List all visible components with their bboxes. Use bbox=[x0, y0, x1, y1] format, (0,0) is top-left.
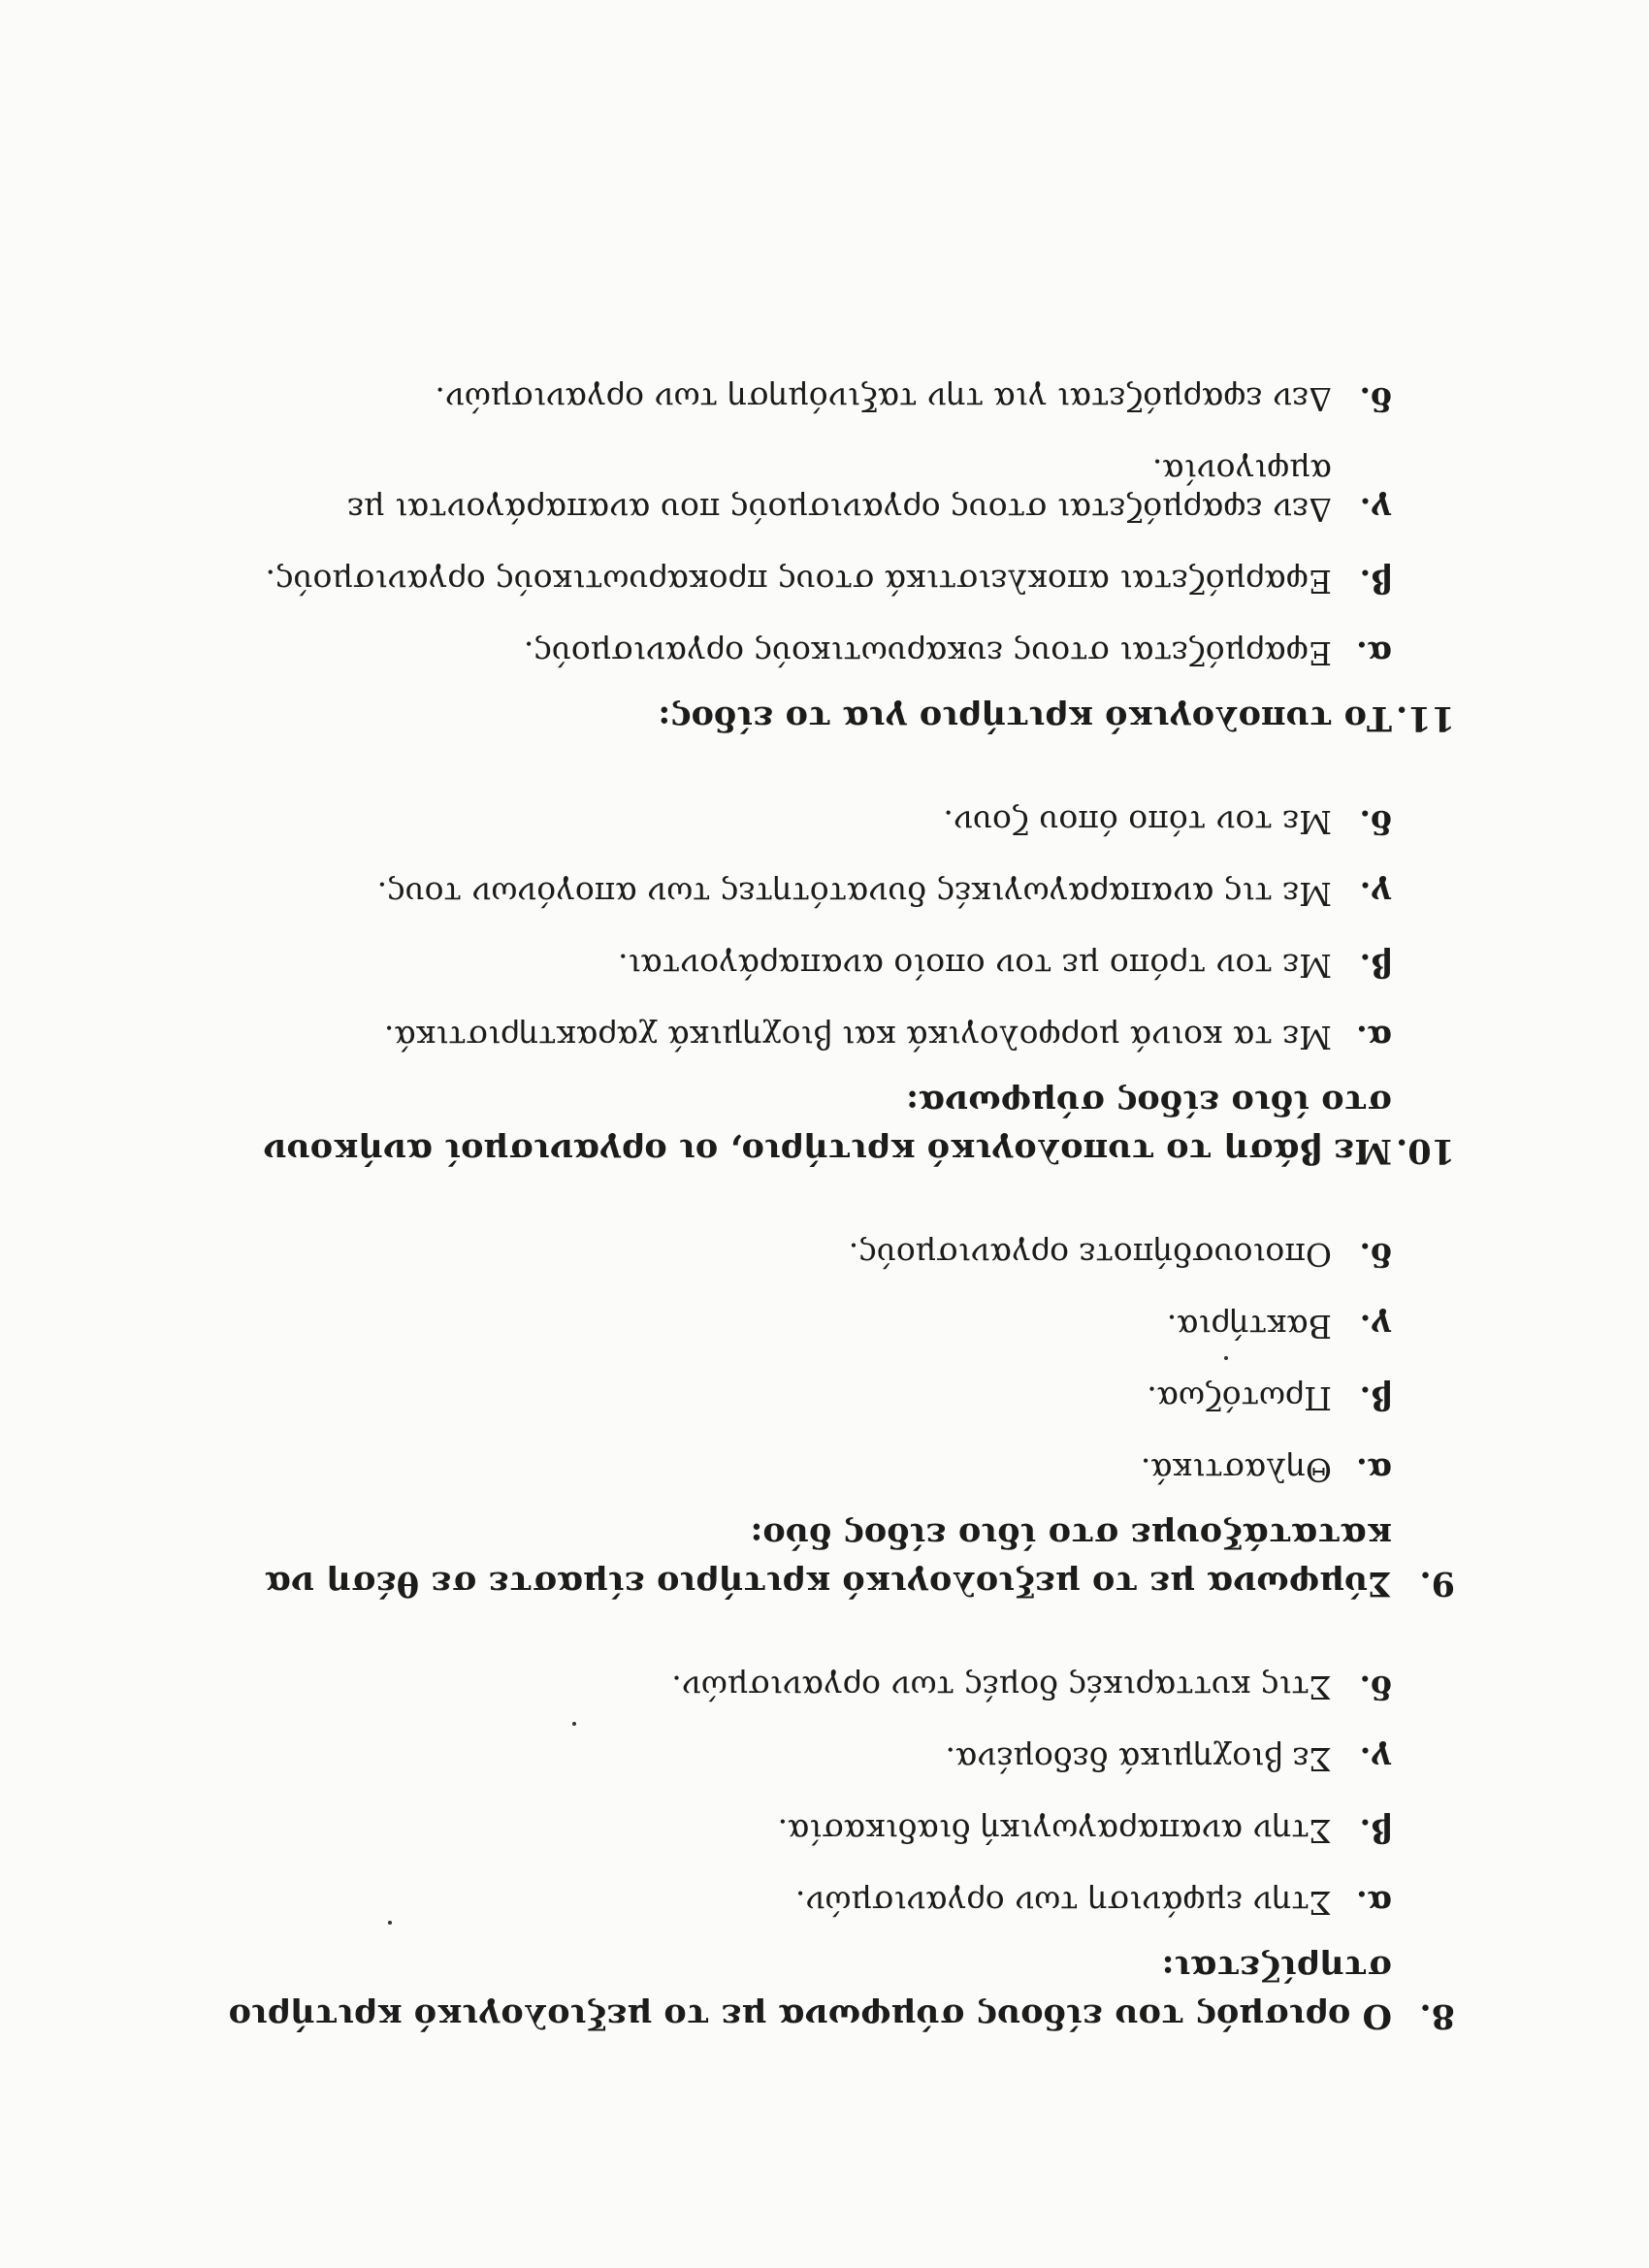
option-c bbox=[213, 451, 1392, 529]
option-a bbox=[213, 633, 1392, 672]
option-letter: β. bbox=[1359, 947, 1392, 985]
question-text: Με βάση το τυπολογικό κριτήριο, οι οργανισμοί ανήκουν στο ίδιο είδος σύμφωνα: bbox=[263, 1083, 1392, 1171]
option-letter: γ. bbox=[1359, 1308, 1392, 1345]
option-text: Στην αναπαραγωγική διαδικασία. bbox=[777, 1812, 1332, 1850]
scan-speck bbox=[1224, 1356, 1228, 1360]
option-d bbox=[213, 1668, 1392, 1706]
option-text: Στις κυτταρικές δομές των οργανισμών. bbox=[671, 1669, 1332, 1706]
question-text: Σύμφωνα με το μεξιολογικό κριτήριο είμαστε σε θέση να κατατάξουμε στο ίδιο είδος δύο: bbox=[264, 1515, 1392, 1604]
option-letter: β. bbox=[1359, 1812, 1392, 1850]
option-text: Με τον τόπο όπου ζουν. bbox=[943, 803, 1332, 841]
question-11-options bbox=[213, 379, 1455, 672]
question-8-options bbox=[213, 1668, 1455, 1922]
option-letter: δ. bbox=[1359, 1669, 1392, 1706]
option-b bbox=[213, 946, 1392, 985]
option-letter: δ. bbox=[1359, 1236, 1392, 1274]
option-c bbox=[213, 1739, 1392, 1778]
question-number: 10. bbox=[1396, 1131, 1455, 1171]
question-list bbox=[213, 346, 1455, 2040]
option-d bbox=[213, 1235, 1392, 1274]
option-b bbox=[213, 1811, 1392, 1850]
option-text: Εφαρμόζεται αποκλειστικά στους προκαρυωτικούς οργανισμούς. bbox=[265, 563, 1332, 600]
option-letter: β. bbox=[1359, 563, 1392, 600]
question-8 bbox=[213, 1668, 1455, 2040]
option-text: Οποιουσδήποτε οργανισμούς. bbox=[848, 1236, 1332, 1274]
option-letter: δ. bbox=[1359, 380, 1392, 418]
option-letter: δ. bbox=[1359, 803, 1392, 841]
option-b bbox=[213, 1378, 1392, 1417]
option-letter: α. bbox=[1356, 634, 1392, 672]
option-text: Σε βιοχημικά δεδομένα. bbox=[945, 1740, 1332, 1778]
option-a bbox=[213, 1883, 1392, 1922]
option-text: Δεν εφαρμόζεται για την ταξινόμηση των οργανισμών. bbox=[435, 380, 1332, 418]
question-9-options bbox=[213, 1235, 1455, 1489]
option-text: Δεν εφαρμόζεται στους οργανισμούς που αναπαράγονται με αμφιγονία. bbox=[346, 452, 1332, 529]
option-text: Θηλαστικά. bbox=[1140, 1451, 1332, 1489]
option-letter: γ. bbox=[1359, 491, 1392, 529]
question-text: Ο ορισμός του είδους σύμφωνα με το μεξιολογικό κριτήριο στηρίζεται: bbox=[228, 1948, 1392, 2036]
option-letter: β. bbox=[1359, 1379, 1392, 1417]
question-9-header bbox=[213, 1510, 1455, 1607]
option-text: Στην εμφάνιση των οργανισμών. bbox=[794, 1884, 1332, 1922]
option-c bbox=[213, 874, 1392, 913]
option-text: Με τις αναπαραγωγικές δυνατότητες των απογόνων τους. bbox=[376, 875, 1332, 913]
question-8-header bbox=[213, 1943, 1455, 2040]
question-9 bbox=[213, 1235, 1455, 1607]
question-number: 9. bbox=[1419, 1564, 1455, 1604]
option-letter: α. bbox=[1356, 1451, 1392, 1489]
option-letter: α. bbox=[1356, 1884, 1392, 1922]
scan-speck bbox=[572, 1722, 576, 1726]
option-letter: γ. bbox=[1359, 1740, 1392, 1778]
question-11 bbox=[213, 379, 1455, 742]
option-text: Πρωτόζωα. bbox=[1147, 1379, 1332, 1417]
option-d bbox=[213, 379, 1392, 418]
scan-speck bbox=[388, 1921, 392, 1925]
option-letter: γ. bbox=[1359, 875, 1392, 913]
option-text: Βακτήρια. bbox=[1166, 1308, 1332, 1345]
question-10-options bbox=[213, 802, 1455, 1056]
option-c bbox=[213, 1307, 1392, 1345]
question-number: 8. bbox=[1419, 1996, 1455, 2036]
question-10-header bbox=[213, 1078, 1455, 1175]
option-d bbox=[213, 802, 1392, 841]
option-letter: α. bbox=[1356, 1019, 1392, 1056]
question-11-header bbox=[213, 694, 1455, 742]
option-text: Εφαρμόζεται στους ευκαρυωτικούς οργανισμούς. bbox=[523, 634, 1332, 672]
option-text: Με τα κοινά μορφολογικά και βιοχημικά χαρακτηριστικά. bbox=[383, 1019, 1332, 1056]
option-a bbox=[213, 1450, 1392, 1489]
option-a bbox=[213, 1018, 1392, 1056]
question-number: 11. bbox=[1396, 698, 1455, 738]
option-text: Με τον τρόπο με τον οποίο αναπαράγονται. bbox=[618, 947, 1332, 985]
option-b bbox=[213, 562, 1392, 600]
question-10 bbox=[213, 802, 1455, 1175]
question-text: Το τυπολογικό κριτήριο για το είδος: bbox=[658, 698, 1392, 738]
